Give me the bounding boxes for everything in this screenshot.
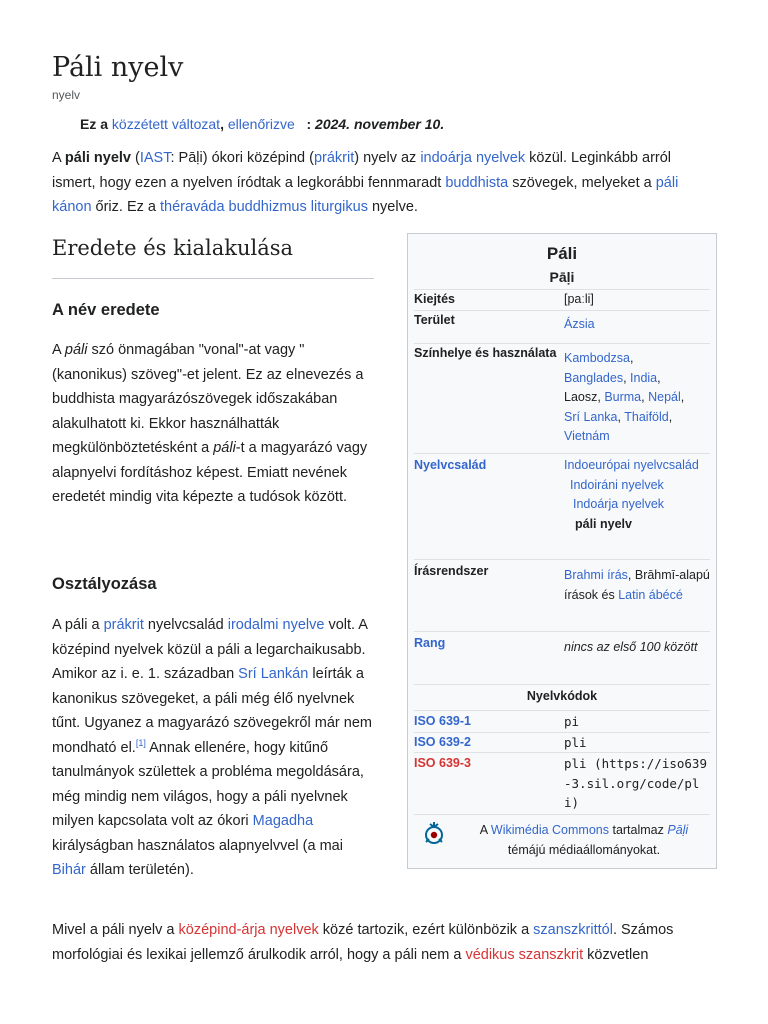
link-theravada[interactable]: théraváda buddhizmus liturgikus bbox=[160, 199, 368, 215]
wikimedia-commons-icon bbox=[422, 820, 446, 848]
infobox-divider bbox=[414, 710, 710, 711]
infobox-value-places: Kambodzsa, Banglades, India, Laosz, Burma, Nepál, Srí Lanka, Thaiföld, Vietnám bbox=[564, 351, 685, 443]
reviewed-link[interactable]: ellenőrizve bbox=[227, 116, 295, 132]
infobox-label-area: Terület bbox=[414, 313, 455, 327]
intro-paragraph: A páli nyelv (IAST: Pāḷi) ókori középind (prákrit) nyelv az indoárja nyelvek közül. Leginkább arról ismert, hogy ezen a nyelven íródtak a legkorábbi fennmaradt buddhista szövegek, melyeket a páli kánon őriz. Ez a théraváda buddhizmus liturgikus nyelve. bbox=[52, 150, 679, 215]
infobox-link-asia[interactable]: Ázsia bbox=[564, 317, 595, 331]
infobox-label-pronunciation: Kiejtés bbox=[414, 292, 455, 306]
infobox-label-family[interactable]: Nyelvcsalád bbox=[414, 458, 487, 472]
link-vedikus-szanszkrit[interactable]: védikus szanszkrit bbox=[465, 946, 584, 963]
place-link[interactable]: Burma bbox=[604, 390, 642, 404]
infobox-title: Páli bbox=[546, 244, 578, 263]
classification-paragraph: A páli a prákrit nyelvcsalád irodalmi nyelve volt. A középind nyelvek közül a páli a legarchaikusabb. Amikor az i. e. 1. században Srí Lankán leírták a kanonikus szövegeket, a páli még élő nyelvnek tűnt. Ugyanez a magyarázó szövegekről már nem mondható el.[1] Annak ellenére, hogy kitűnő tanulmányok születtek a probléma megoldására, még mindig nem világos, hogy a páli nyelvnek milyen kapcsolata volt az ókori Magadha királyságban használatos alapnyelvvel (a mai Bihár állam területén). bbox=[52, 617, 372, 878]
name-origin-paragraph: A páli szó önmagában "vonal"-at vagy " (kanonikus) szöveg"-et jelent. Ez az elnevezés a buddhista magyarázószövegek időszakában alakulhatott ki. Ekkor használhatták megkülönböztetésként a páli-t a magyarázó vagy alapnyelvi fordításhoz képest. Emiatt nevének eredetét mindig vita képezte a tudósok között. bbox=[52, 342, 368, 505]
infobox-label-iso1[interactable]: ISO 639-1 bbox=[414, 714, 471, 728]
infobox-value-script: Brahmi írás, Brāhmī-alapú írások és Latin ábécé bbox=[564, 568, 710, 602]
link-wikimedia-commons[interactable]: Wikimédia Commons bbox=[490, 823, 609, 837]
link-magadha[interactable]: Magadha bbox=[252, 813, 314, 829]
section-divider bbox=[52, 278, 374, 279]
link-iast[interactable]: IAST bbox=[139, 150, 171, 166]
link-indoarja[interactable]: indoárja nyelvek bbox=[420, 150, 526, 166]
link-szanszkrit[interactable]: szanszkrittól bbox=[533, 922, 613, 938]
family-link[interactable]: Indoiráni nyelvek bbox=[570, 477, 664, 492]
section-heading-origin: Eredete és kialakulása bbox=[52, 236, 294, 260]
page-subtitle: nyelv bbox=[52, 88, 81, 102]
page-title: Páli nyelv bbox=[52, 52, 184, 83]
published-version-link[interactable]: közzétett változat bbox=[111, 116, 221, 132]
infobox-native-name: Pāḷi bbox=[549, 269, 575, 285]
infobox-value-rank: nincs az első 100 között bbox=[564, 640, 698, 654]
link-brahmi[interactable]: Brahmi írás bbox=[564, 568, 628, 582]
infobox: Páli Pāḷi Kiejtés [paːli] Terület Ázsia Színhelye és használata Kambodzsa, Banglades, India, Laosz, Burma, Nepál, Srí Lanka, Thaiföld, Vietnám Nyelvcsalád Indoeurópai nyelvcsalád Indoiráni nyelvek Indoárja nyelvek páli nyelv Írásrendszer Brahmi írás, Brāhmī-alapú írások és Latin ábécé Rang nincs az első 100 között Nyelvkódok ISO 639-1 pi ISO 639-2 pli ISO 639-3 pli (https://iso639-3.sil.org/code/pli) A Wikimédia Commons tartalmaz Pāḷi témájú médiaállományokat. bbox=[407, 233, 717, 869]
link-pali-kanon[interactable]: páli kánon bbox=[52, 174, 679, 215]
infobox-label-script: Írásrendszer bbox=[414, 564, 489, 578]
place-link[interactable]: Srí Lanka bbox=[564, 409, 618, 424]
reviewed-date: 2024. november 10. bbox=[315, 116, 445, 132]
infobox-label-iso2[interactable]: ISO 639-2 bbox=[414, 735, 471, 749]
morphology-paragraph: Mivel a páli nyelv a középind-árja nyelvek közé tartozik, ezért különbözik a szanszkrittól. Számos morfológiai és lexikai jellemző árulkodik arról, hogy a páli nem a védikus szanszkrit közvetlen bbox=[52, 922, 674, 963]
infobox-divider bbox=[414, 752, 710, 753]
link-bihar[interactable]: Bihár bbox=[52, 862, 86, 878]
place-link[interactable]: Nepál bbox=[648, 390, 681, 404]
place-link[interactable]: India bbox=[630, 370, 658, 385]
place-link[interactable]: Banglades bbox=[564, 370, 624, 385]
infobox-divider bbox=[414, 684, 710, 685]
infobox-value-pronunciation: [paːli] bbox=[564, 292, 594, 306]
link-prakrit-2[interactable]: prákrit bbox=[103, 617, 144, 633]
infobox-divider bbox=[414, 631, 710, 632]
reference-1[interactable]: [1] bbox=[135, 737, 146, 748]
infobox-codes-header: Nyelvkódok bbox=[526, 689, 598, 703]
subheading-name-origin: A név eredete bbox=[52, 301, 160, 319]
infobox-label-places: Színhelye és használata bbox=[414, 346, 557, 360]
infobox-divider bbox=[414, 453, 710, 454]
family-link[interactable]: Indoárja nyelvek bbox=[573, 497, 665, 511]
link-latin[interactable]: Latin ábécé bbox=[618, 587, 683, 602]
family-link[interactable]: Indoeurópai nyelvcsalád bbox=[564, 458, 699, 472]
infobox-value-iso1: pi bbox=[564, 714, 580, 729]
infobox-value-iso3[interactable]: pli (https://iso639-3.sil.org/code/pli) bbox=[564, 756, 707, 810]
place-link[interactable]: Kambodzsa bbox=[564, 351, 631, 365]
place-link[interactable]: Vietnám bbox=[564, 429, 610, 443]
infobox-label-rank[interactable]: Rang bbox=[414, 636, 446, 650]
infobox-value-family: Indoeurópai nyelvcsalád Indoiráni nyelvek Indoárja nyelvek páli nyelv bbox=[564, 458, 699, 531]
link-sri-lankan[interactable]: Srí Lankán bbox=[238, 666, 309, 682]
link-commons-pali[interactable]: Pāḷi bbox=[667, 823, 689, 837]
infobox-divider bbox=[414, 814, 710, 815]
infobox-value-iso2: pli bbox=[564, 735, 587, 750]
place-link[interactable]: Thaiföld bbox=[624, 409, 669, 424]
link-kozepind-arja[interactable]: középind-árja nyelvek bbox=[178, 922, 319, 938]
link-irodalmi-nyelve[interactable]: irodalmi nyelve bbox=[227, 617, 325, 633]
subheading-classification: Osztályozása bbox=[52, 575, 157, 593]
link-prakrit[interactable]: prákrit bbox=[313, 150, 355, 166]
infobox-label-iso3[interactable]: ISO 639-3 bbox=[414, 756, 471, 770]
link-buddhista[interactable]: buddhista bbox=[445, 174, 509, 191]
reviewed-notice: Ez a közzétett változat, ellenőrizve : 2024. november 10. bbox=[80, 116, 445, 132]
infobox-divider bbox=[414, 559, 710, 560]
